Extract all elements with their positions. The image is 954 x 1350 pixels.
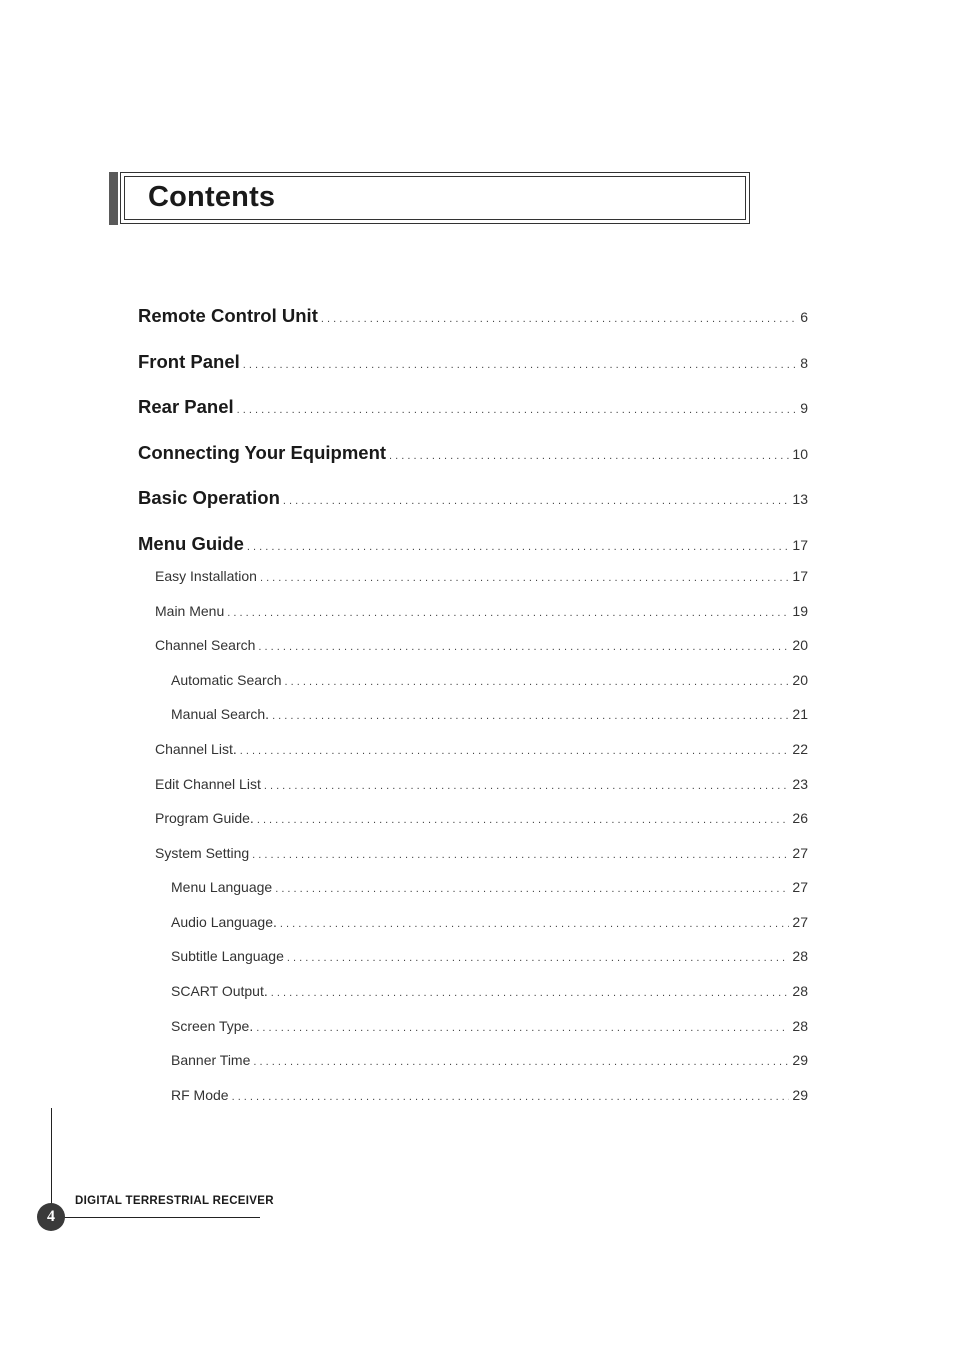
- toc-entry-page: 17: [792, 568, 808, 584]
- toc-entry-remote-control-unit[interactable]: [138, 305, 808, 327]
- page-number: 4: [47, 1208, 55, 1225]
- dot-leader: [257, 814, 790, 826]
- dot-leader: [275, 883, 789, 895]
- toc-entry-main-menu[interactable]: [155, 603, 808, 619]
- toc-entry-subtitle-language[interactable]: [171, 948, 808, 964]
- toc-entry-rear-panel[interactable]: [138, 396, 808, 418]
- toc-entry-label: RF Mode: [171, 1087, 229, 1103]
- dot-leader: [232, 1091, 790, 1103]
- dot-leader: [252, 849, 789, 861]
- dot-leader: [271, 987, 790, 999]
- dot-leader: [237, 404, 798, 416]
- toc-entry-label: Main Menu: [155, 603, 225, 619]
- toc-entry-page: 10: [792, 446, 808, 462]
- toc-entry-page: 27: [792, 914, 808, 930]
- dot-leader: [240, 745, 790, 757]
- toc-entry-label: Manual Search.: [171, 706, 270, 722]
- dot-leader: [272, 710, 789, 722]
- toc-entry-page: 20: [792, 637, 808, 653]
- toc-entry-label: Screen Type.: [171, 1018, 254, 1034]
- toc-entry-label: Channel List.: [155, 741, 237, 757]
- toc-entry-page: 28: [792, 983, 808, 999]
- toc-entry-channel-search[interactable]: [155, 637, 808, 653]
- footer-horizontal-rule: [60, 1217, 260, 1218]
- toc-entry-menu-guide[interactable]: [138, 533, 808, 555]
- dot-leader: [321, 313, 797, 325]
- footer-vertical-rule: [51, 1108, 52, 1208]
- toc-entry-edit-channel-list[interactable]: [155, 776, 808, 792]
- toc-entry-label: Banner Time: [171, 1052, 251, 1068]
- page-title: Contents: [148, 181, 276, 213]
- toc-entry-system-setting[interactable]: [155, 845, 808, 861]
- toc-entry-page: 26: [792, 810, 808, 826]
- dot-leader: [258, 641, 789, 653]
- toc-entry-page: 23: [792, 776, 808, 792]
- toc-entry-label: Channel Search: [155, 637, 256, 653]
- dot-leader: [256, 1022, 789, 1034]
- toc-entry-page: 28: [792, 1018, 808, 1034]
- dot-leader: [260, 572, 789, 584]
- toc-entry-page: 17: [792, 537, 808, 553]
- toc-entry-front-panel[interactable]: [138, 351, 808, 373]
- toc-entry-channel-list[interactable]: [155, 741, 808, 757]
- toc-entry-page: 13: [792, 491, 808, 507]
- toc-entry-label: Connecting Your Equipment: [138, 442, 387, 463]
- toc-entry-label: Basic Operation: [138, 487, 280, 508]
- toc-entry-scart-output[interactable]: [171, 983, 808, 999]
- toc-entry-audio-language[interactable]: [171, 914, 808, 930]
- dot-leader: [287, 952, 790, 964]
- toc-entry-program-guide[interactable]: [155, 810, 808, 826]
- toc-entry-page: 19: [792, 603, 808, 619]
- toc-entry-automatic-search[interactable]: [171, 672, 808, 688]
- toc-entry-page: 29: [792, 1087, 808, 1103]
- dot-leader: [253, 1056, 789, 1068]
- dot-leader: [285, 676, 790, 688]
- toc-entry-page: 29: [792, 1052, 808, 1068]
- toc-entry-label: Automatic Search: [171, 672, 282, 688]
- toc-entry-label: Rear Panel: [138, 396, 234, 417]
- toc-entry-connecting-your-equipment[interactable]: [138, 442, 808, 464]
- toc-entry-menu-language[interactable]: [171, 879, 808, 895]
- toc-entry-rf-mode[interactable]: [171, 1087, 808, 1103]
- dot-leader: [264, 780, 790, 792]
- toc-entry-page: 21: [792, 706, 808, 722]
- toc-entry-basic-operation[interactable]: [138, 487, 808, 509]
- toc-entry-label: Front Panel: [138, 351, 240, 372]
- toc-entry-label: Subtitle Language: [171, 948, 284, 964]
- toc-entry-page: 22: [792, 741, 808, 757]
- toc-entry-page: 27: [792, 879, 808, 895]
- toc-entry-label: Audio Language.: [171, 914, 277, 930]
- toc-entry-page: 9: [800, 400, 808, 416]
- dot-leader: [280, 918, 790, 930]
- toc-entry-screen-type[interactable]: [171, 1018, 808, 1034]
- dot-leader: [247, 541, 790, 553]
- toc-entry-label: Program Guide.: [155, 810, 254, 826]
- toc-entry-page: 28: [792, 948, 808, 964]
- toc-entry-label: Easy Installation: [155, 568, 257, 584]
- toc-entry-label: Menu Guide: [138, 533, 244, 554]
- toc-entry-label: Remote Control Unit: [138, 305, 318, 326]
- toc-entry-label: Edit Channel List: [155, 776, 261, 792]
- dot-leader: [227, 607, 789, 619]
- footer-product-title: DIGITAL TERRESTRIAL RECEIVER: [75, 1195, 274, 1207]
- page-number-badge: [37, 1203, 65, 1231]
- toc-entry-page: 6: [800, 309, 808, 325]
- toc-entry-page: 27: [792, 845, 808, 861]
- toc-entry-label: SCART Output.: [171, 983, 268, 999]
- toc-entry-label: Menu Language: [171, 879, 273, 895]
- dot-leader: [283, 495, 790, 507]
- toc-entry-page: 8: [800, 355, 808, 371]
- toc-entry-manual-search[interactable]: [171, 706, 808, 722]
- toc-entry-label: System Setting: [155, 845, 250, 861]
- toc-entry-banner-time[interactable]: [171, 1052, 808, 1068]
- dot-leader: [243, 359, 797, 371]
- toc-entry-easy-installation[interactable]: [155, 568, 808, 584]
- toc-entry-page: 20: [792, 672, 808, 688]
- dot-leader: [389, 450, 789, 462]
